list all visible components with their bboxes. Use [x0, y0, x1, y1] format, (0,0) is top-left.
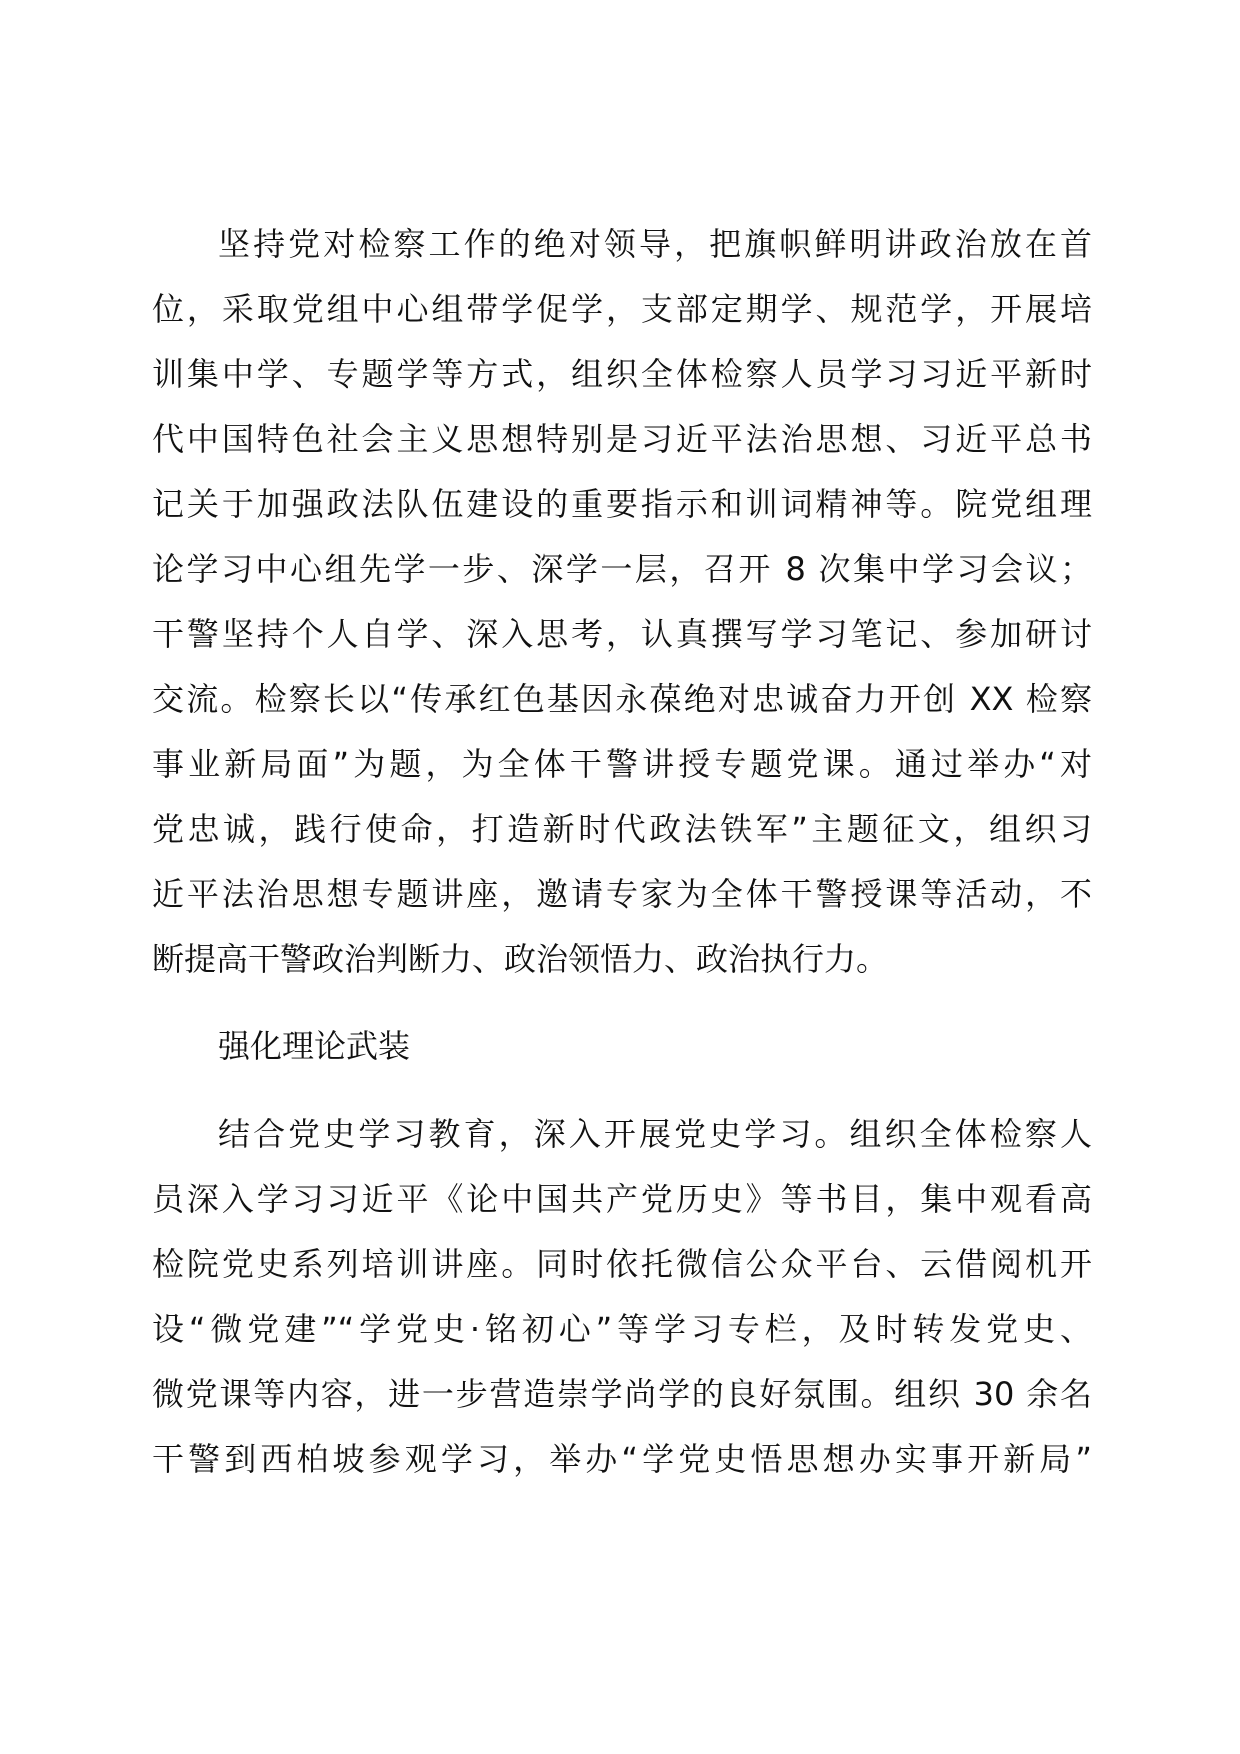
section-heading-text: 强化理论武装: [218, 1027, 411, 1065]
paragraph-line: 事业新局面”为题，为全体干警讲授专题党课。通过举办“对: [152, 745, 1092, 783]
paragraph-line: 员深入学习习近平《论中国共产党历史》等书目，集中观看高: [152, 1180, 1092, 1218]
paragraph-line: 论学习中心组先学一步、深学一层，召开 8 次集中学习会议；: [152, 550, 1092, 588]
paragraph-line: 干警坚持个人自学、深入思考，认真撰写学习笔记、参加研讨: [152, 615, 1092, 653]
paragraph-line: 训集中学、专题学等方式，组织全体检察人员学习习近平新时: [152, 355, 1092, 393]
paragraph-line: 断提高干警政治判断力、政治领悟力、政治执行力。: [152, 940, 889, 978]
paragraph-line: 干警到西柏坡参观学习，举办“学党史悟思想办实事开新局”: [152, 1440, 1092, 1478]
paragraph-line: 位，采取党组中心组带学促学，支部定期学、规范学，开展培: [152, 290, 1092, 328]
paragraph-line: 近平法治思想专题讲座，邀请专家为全体干警授课等活动，不: [152, 875, 1092, 913]
body-paragraph: [152, 1102, 1092, 1492]
paragraph-line: 微党课等内容，进一步营造崇学尚学的良好氛围。组织 30 余名: [152, 1375, 1092, 1413]
paragraph-line: 设“微党建”“学党史·铭初心”等学习专栏，及时转发党史、: [152, 1310, 1092, 1348]
paragraph-line: 交流。检察长以“传承红色基因永葆绝对忠诚奋力开创 XX 检察: [152, 680, 1092, 718]
section-heading: [152, 1014, 1092, 1079]
paragraph-line: 代中国特色社会主义思想特别是习近平法治思想、习近平总书: [152, 420, 1092, 458]
paragraph-line: 检院党史系列培训讲座。同时依托微信公众平台、云借阅机开: [152, 1245, 1092, 1283]
body-paragraph: [152, 212, 1092, 992]
paragraph-line: 坚持党对检察工作的绝对领导，把旗帜鲜明讲政治放在首: [218, 225, 1092, 263]
paragraph-line: 结合党史学习教育，深入开展党史学习。组织全体检察人: [218, 1115, 1092, 1153]
paragraph-line: 党忠诚，践行使命，打造新时代政法铁军”主题征文，组织习: [152, 810, 1092, 848]
paragraph-line: 记关于加强政法队伍建设的重要指示和训词精神等。院党组理: [152, 485, 1092, 523]
